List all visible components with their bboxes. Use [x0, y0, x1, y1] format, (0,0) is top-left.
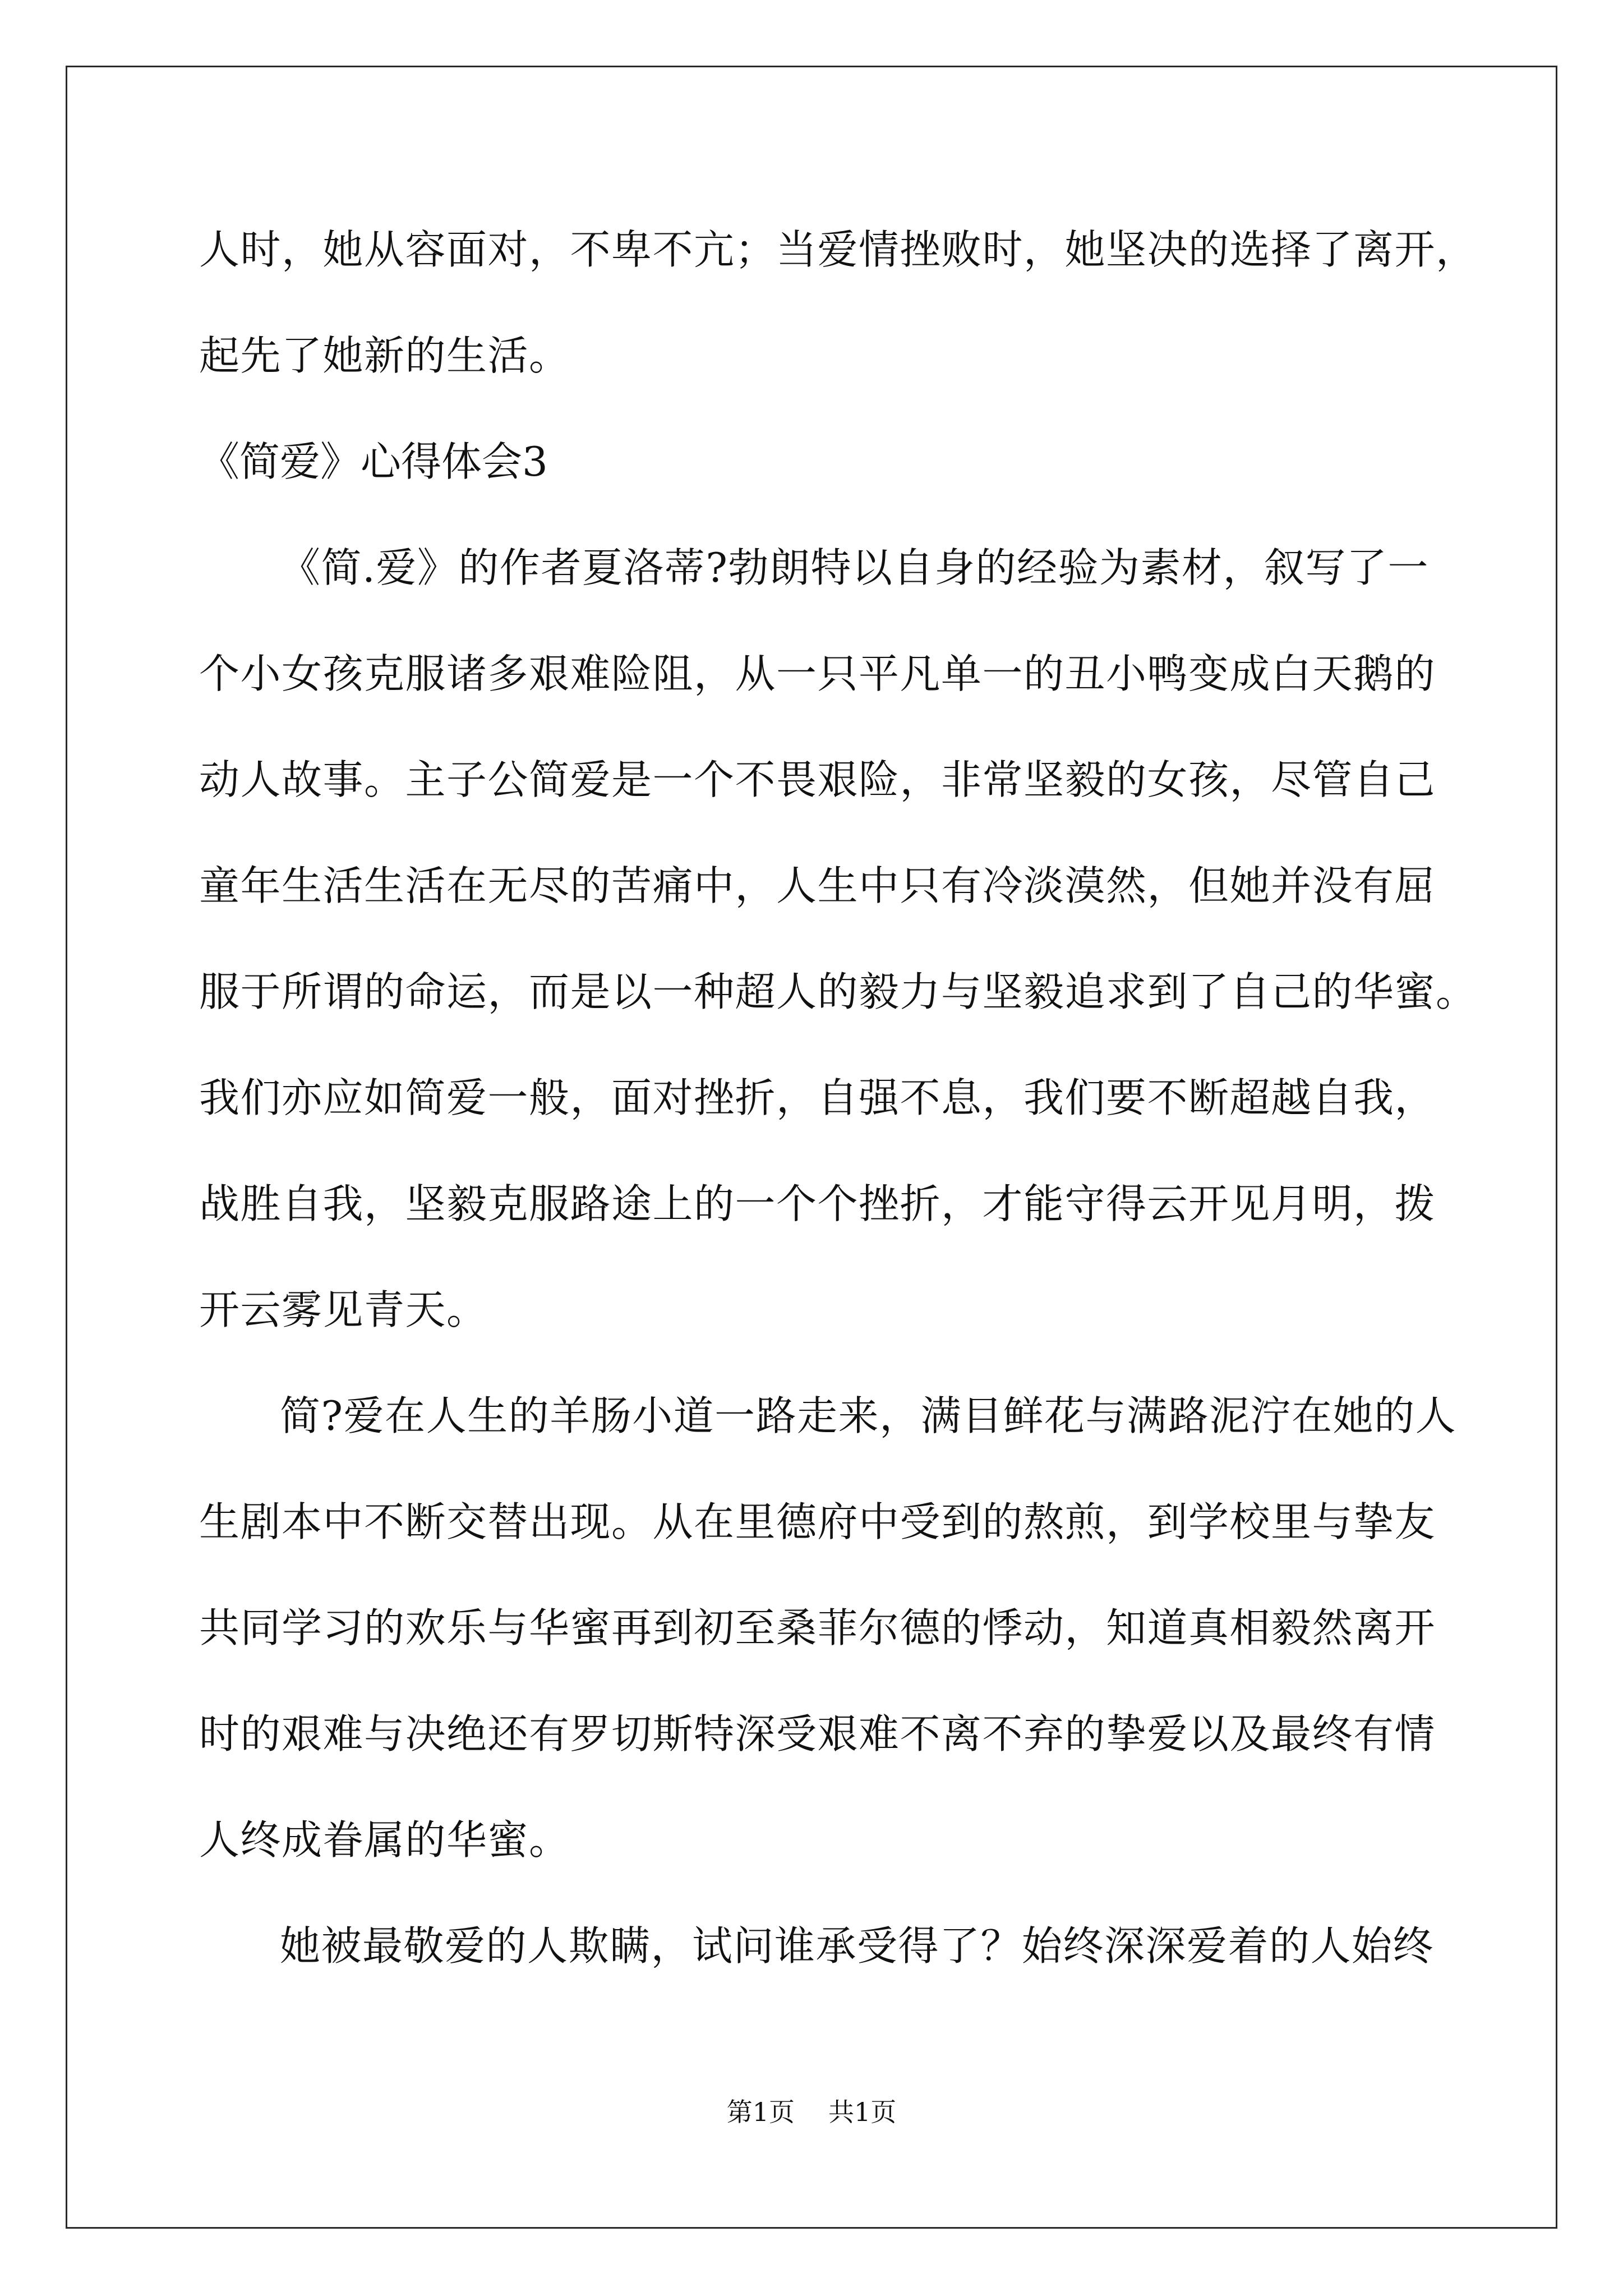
paragraph-line: 《简.爱》的作者夏洛蒂?勃朗特以自身的经验为素材，叙写了一 — [280, 544, 1429, 591]
page-number-total: 共1页 — [828, 2097, 897, 2127]
paragraph-line: 生剧本中不断交替出现。从在里德府中受到的熬煎，到学校里与挚友 — [199, 1498, 1436, 1545]
paragraph-line: 开云雾见青天。 — [199, 1286, 488, 1333]
document-body — [199, 216, 1477, 2018]
paragraph-line: 人时，她从容面对，不卑不亢；当爱情挫败时，她坚决的选择了离开， — [199, 226, 1477, 273]
paragraph-line: 时的艰难与决绝还有罗切斯特深受艰难不离不弃的挚爱以及最终有情 — [199, 1710, 1436, 1757]
paragraph-line: 个小女孩克服诸多艰难险阻，从一只平凡单一的丑小鸭变成白天鹅的 — [199, 650, 1436, 697]
paragraph-line: 动人故事。主子公简爱是一个不畏艰险，非常坚毅的女孩，尽管自己 — [199, 756, 1436, 803]
paragraph-line: 人终成眷属的华蜜。 — [199, 1816, 570, 1864]
page-footer — [0, 2095, 1623, 2129]
section-heading: 《简爱》心得体会3 — [199, 438, 548, 485]
paragraph-line: 我们亦应如简爱一般，面对挫折，自强不息，我们要不断超越自我， — [199, 1074, 1436, 1121]
paragraph-line: 简?爱在人生的羊肠小道一路走来，满目鲜花与满路泥泞在她的人 — [280, 1392, 1457, 1439]
paragraph-line: 童年生活生活在无尽的苦痛中，人生中只有冷淡漠然，但她并没有屈 — [199, 862, 1436, 909]
paragraph-line: 战胜自我，坚毅克服路途上的一个个挫折，才能守得云开见月明，拨 — [199, 1180, 1436, 1227]
page-number-current: 第1页 — [726, 2097, 795, 2127]
paragraph-line: 服于所谓的命运，而是以一种超人的毅力与坚毅追求到了自己的华蜜。 — [199, 968, 1477, 1015]
paragraph-line: 起先了她新的生活。 — [199, 332, 570, 379]
paragraph-line: 共同学习的欢乐与华蜜再到初至桑菲尔德的悸动，知道真相毅然离开 — [199, 1604, 1436, 1651]
paragraph-line: 她被最敬爱的人欺瞒，试问谁承受得了？始终深深爱着的人始终 — [280, 1922, 1435, 1970]
